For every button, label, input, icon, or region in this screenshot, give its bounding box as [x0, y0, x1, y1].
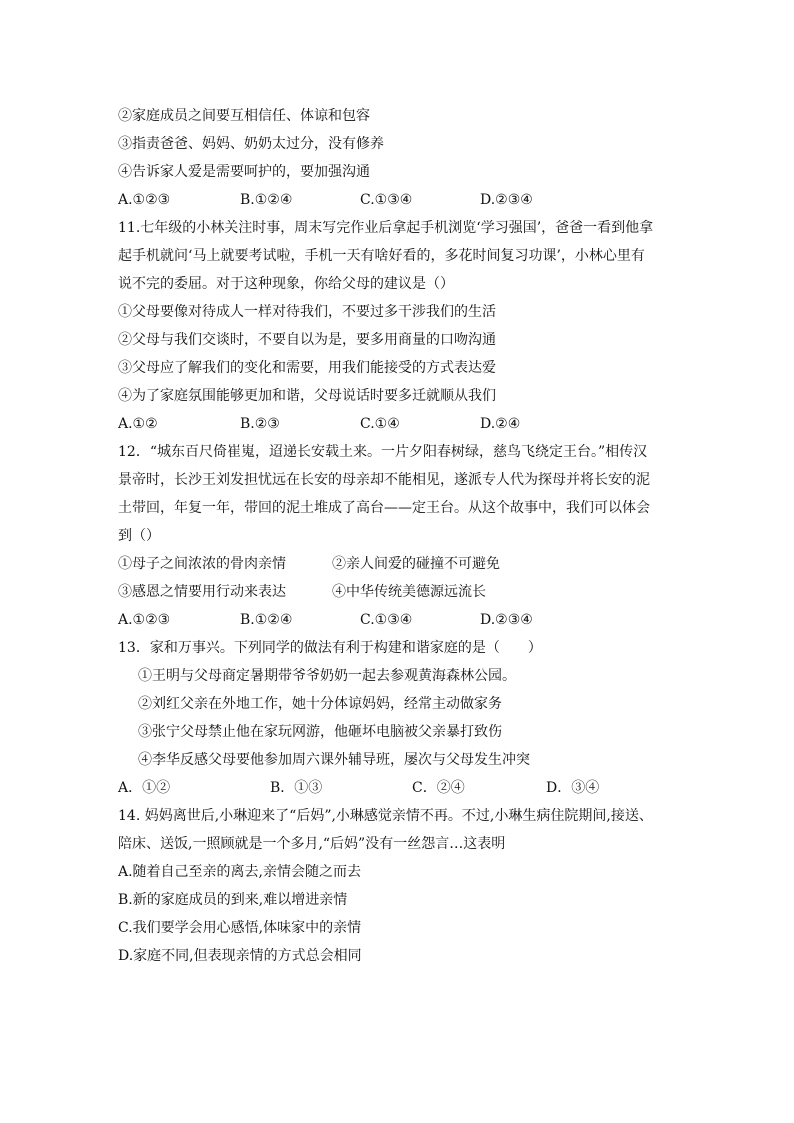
- q10-item-2: ②家庭成员之间要互相信任、体谅和包容: [118, 108, 370, 124]
- q11-item-2: ②父母与我们交谈时，不要自以为是，要多用商量的口吻沟通: [118, 332, 496, 348]
- q13-item-4: ④李华反感父母要他参加周六课外辅导班，屡次与父母发生冲突: [138, 752, 530, 768]
- q14-option-b[interactable]: B.新的家庭成员的到来,难以增进亲情: [118, 892, 348, 908]
- q11-stem-line-3: 说不完的委屈。对于这种现象，你给父母的建议是（）: [118, 276, 454, 292]
- q14-stem-line-2: 陪床、送饭,一照顾就是一个多月,“后妈”没有一丝怨言…这表明: [118, 836, 506, 852]
- q12-option-b[interactable]: B.①②④: [240, 612, 293, 628]
- q12-stem-line-3: 土带回，年复一年，带回的泥土堆成了高台——定王台。从这个故事中，我们可以体会: [118, 500, 650, 516]
- q10-option-c[interactable]: C.①③④: [360, 192, 413, 208]
- q11-item-1: ①父母要像对待成人一样对待我们，不要过多干涉我们的生活: [118, 304, 496, 320]
- q13-stem: 13．家和万事兴。下列同学的做法有利于构建和谐家庭的是（ ）: [118, 640, 542, 656]
- q13-option-a[interactable]: A．①②: [118, 780, 171, 796]
- q11-option-b[interactable]: B.②③: [240, 416, 280, 432]
- q12-item-3: ③感恩之情要用行动来表达: [118, 584, 286, 600]
- q10-option-d[interactable]: D.②③④: [480, 192, 533, 208]
- q11-option-a[interactable]: A.①②: [118, 416, 158, 432]
- q10-option-b[interactable]: B.①②④: [240, 192, 293, 208]
- q13-item-3: ③张宁父母禁止他在家玩网游，他砸坏电脑被父亲暴打致伤: [138, 724, 502, 740]
- q14-stem-line-1: 14. 妈妈离世后,小琳迎来了“后妈”,小琳感觉亲情不再。不过,小琳生病住院期间,接送、: [118, 808, 653, 824]
- q11-option-c[interactable]: C.①④: [360, 416, 400, 432]
- q11-stem-line-2: 起手机就问‘马上就要考试啦，手机一天有啥好看的，多花时间复习功课’，小林心里有: [118, 248, 645, 264]
- q12-option-d[interactable]: D.②③④: [480, 612, 533, 628]
- q11-item-3: ③父母应了解我们的变化和需要，用我们能接受的方式表达爱: [118, 360, 496, 376]
- q11-stem-line-1: 11.七年级的小林关注时事，周末写完作业后拿起手机浏览‘学习强国’，爸爸一看到他拿: [118, 220, 654, 236]
- q12-stem-line-4: 到（）: [118, 528, 160, 544]
- q13-option-b[interactable]: B．①③: [270, 780, 323, 796]
- q11-item-4: ④为了家庭氛围能够更加和谐，父母说话时要多迁就顺从我们: [118, 388, 496, 404]
- q14-option-c[interactable]: C.我们要学会用心感悟,体味家中的亲情: [118, 920, 362, 936]
- q11-option-d[interactable]: D.②④: [480, 416, 521, 432]
- q12-stem-line-1: 12．“城东百尺倚崔嵬，迢递长安载土来。一片夕阳春树绿，慈鸟飞绕定王台。”相传汉: [118, 444, 648, 460]
- q10-item-4: ④告诉家人爱是需要呵护的，要加强沟通: [118, 164, 370, 180]
- q10-item-3: ③指责爸爸、妈妈、奶奶太过分，没有修养: [118, 136, 384, 152]
- q12-item-1: ①母子之间浓浓的骨肉亲情: [118, 556, 286, 572]
- q10-option-a[interactable]: A.①②③: [118, 192, 171, 208]
- q13-item-1: ①王明与父母商定暑期带爷爷奶奶一起去参观黄海森林公园。: [138, 668, 516, 684]
- q13-option-c[interactable]: C．②④: [412, 780, 465, 796]
- q13-option-d[interactable]: D．③④: [546, 780, 600, 796]
- q14-option-d[interactable]: D.家庭不同,但表现亲情的方式总会相同: [118, 948, 362, 964]
- q12-item-4: ④中华传统美德源远流长: [332, 584, 486, 600]
- q12-option-a[interactable]: A.①②③: [118, 612, 171, 628]
- q14-option-a[interactable]: A.随着自己至亲的离去,亲情会随之而去: [118, 864, 362, 880]
- q13-item-2: ②刘红父亲在外地工作，她十分体谅妈妈，经常主动做家务: [138, 696, 502, 712]
- q12-option-c[interactable]: C.①③④: [360, 612, 413, 628]
- q12-item-2: ②亲人间爱的碰撞不可避免: [332, 556, 500, 572]
- q12-stem-line-2: 景帝时，长沙王刘发担忧远在长安的母亲却不能相见，遂派专人代为探母并将长安的泥: [118, 472, 650, 488]
